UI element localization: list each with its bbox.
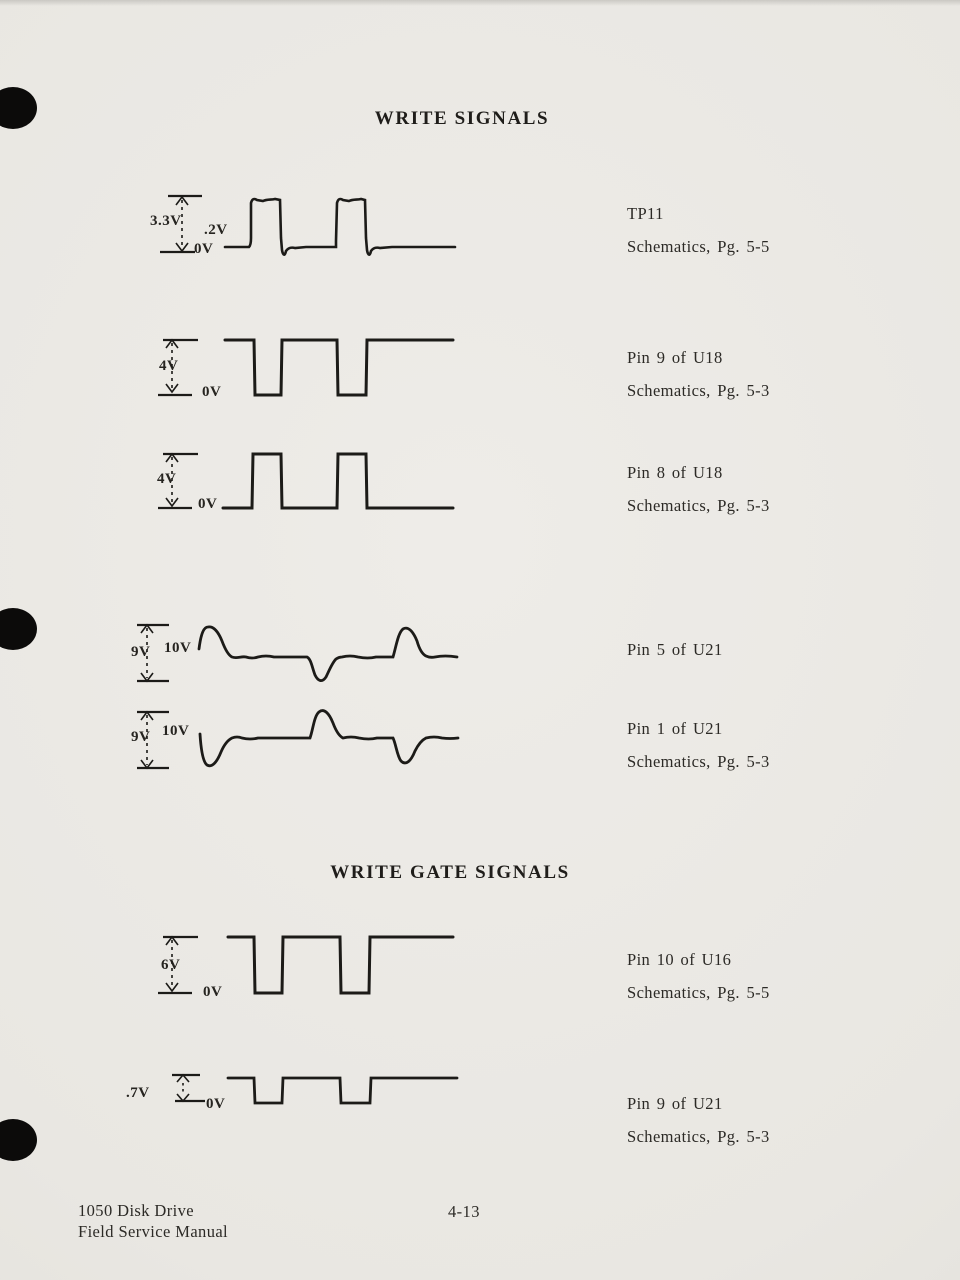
baseline-label: 0V <box>203 984 223 1000</box>
schematic-ref: Schematics, Pg. 5-5 <box>627 983 770 1002</box>
waveform-tp11 <box>150 188 460 268</box>
signal-caption <box>627 950 770 1003</box>
signal-caption <box>627 463 770 516</box>
waveform-pin9-u18 <box>150 330 460 405</box>
hole-punch-middle <box>0 608 37 650</box>
oscilloscope-trace-pin8-u18 <box>150 445 460 520</box>
section-title-write-signals: WRITE SIGNALS <box>374 108 550 129</box>
level-label: .2V <box>204 222 228 238</box>
signal-trace <box>223 454 453 508</box>
baseline-label: 0V <box>194 241 214 257</box>
signal-name: Pin 9 of U18 <box>627 348 723 367</box>
waveform-pin5-u21 <box>125 615 465 695</box>
schematic-ref: Schematics, Pg. 5-3 <box>627 752 770 771</box>
oscilloscope-trace-pin9-u21 <box>125 1063 465 1118</box>
oscilloscope-trace-pin10-u16 <box>150 928 460 1003</box>
signal-name: TP11 <box>627 204 664 223</box>
baseline-label: 0V <box>198 496 218 512</box>
page-number: 4-13 <box>448 1202 480 1221</box>
footer-manual-title <box>78 1200 228 1242</box>
amplitude-label: 9V <box>131 644 151 660</box>
signal-trace <box>199 627 457 681</box>
signal-caption <box>627 640 723 660</box>
signal-trace <box>228 1078 457 1103</box>
section-title-write-gate-signals: WRITE GATE SIGNALS <box>330 862 570 883</box>
signal-name: Pin 8 of U18 <box>627 463 723 482</box>
oscilloscope-trace-pin5-u21 <box>125 615 465 695</box>
signal-caption <box>627 348 770 401</box>
signal-trace <box>200 711 458 766</box>
amplitude-label: 9V <box>131 729 151 745</box>
hole-punch-bottom <box>0 1119 37 1161</box>
waveform-pin10-u16 <box>150 928 460 1003</box>
waveform-pin1-u21 <box>125 700 465 780</box>
oscilloscope-trace-tp11 <box>150 188 460 268</box>
signal-name: Pin 5 of U21 <box>627 640 723 659</box>
level-label: 10V <box>162 723 190 739</box>
signal-caption <box>627 1094 770 1147</box>
hole-punch-top <box>0 87 37 129</box>
schematic-ref: Schematics, Pg. 5-3 <box>627 381 770 400</box>
baseline-label: 0V <box>206 1096 226 1112</box>
signal-name: Pin 10 of U16 <box>627 950 732 969</box>
signal-caption <box>627 204 770 257</box>
baseline-label: 0V <box>202 384 222 400</box>
waveform-pin9-u21 <box>125 1063 465 1118</box>
schematic-ref: Schematics, Pg. 5-3 <box>627 1127 770 1146</box>
amplitude-label: 4V <box>159 358 179 374</box>
oscilloscope-trace-pin9-u18 <box>150 330 460 405</box>
level-label: 10V <box>164 640 192 656</box>
signal-trace <box>225 199 455 255</box>
signal-name: Pin 1 of U21 <box>627 719 723 738</box>
amplitude-label: .7V <box>126 1085 150 1101</box>
footer-line2: Field Service Manual <box>78 1222 229 1241</box>
amplitude-label: 3.3V <box>150 213 182 229</box>
signal-trace <box>228 937 453 993</box>
oscilloscope-trace-pin1-u21 <box>125 700 465 780</box>
signal-trace <box>225 340 453 395</box>
amplitude-label: 4V <box>157 471 177 487</box>
amplitude-label: 6V <box>161 957 181 973</box>
schematic-ref: Schematics, Pg. 5-5 <box>627 237 770 256</box>
signal-caption <box>627 719 770 772</box>
footer-line1: 1050 Disk Drive <box>78 1201 194 1220</box>
schematic-ref: Schematics, Pg. 5-3 <box>627 496 770 515</box>
waveform-pin8-u18 <box>150 445 460 520</box>
signal-name: Pin 9 of U21 <box>627 1094 723 1113</box>
